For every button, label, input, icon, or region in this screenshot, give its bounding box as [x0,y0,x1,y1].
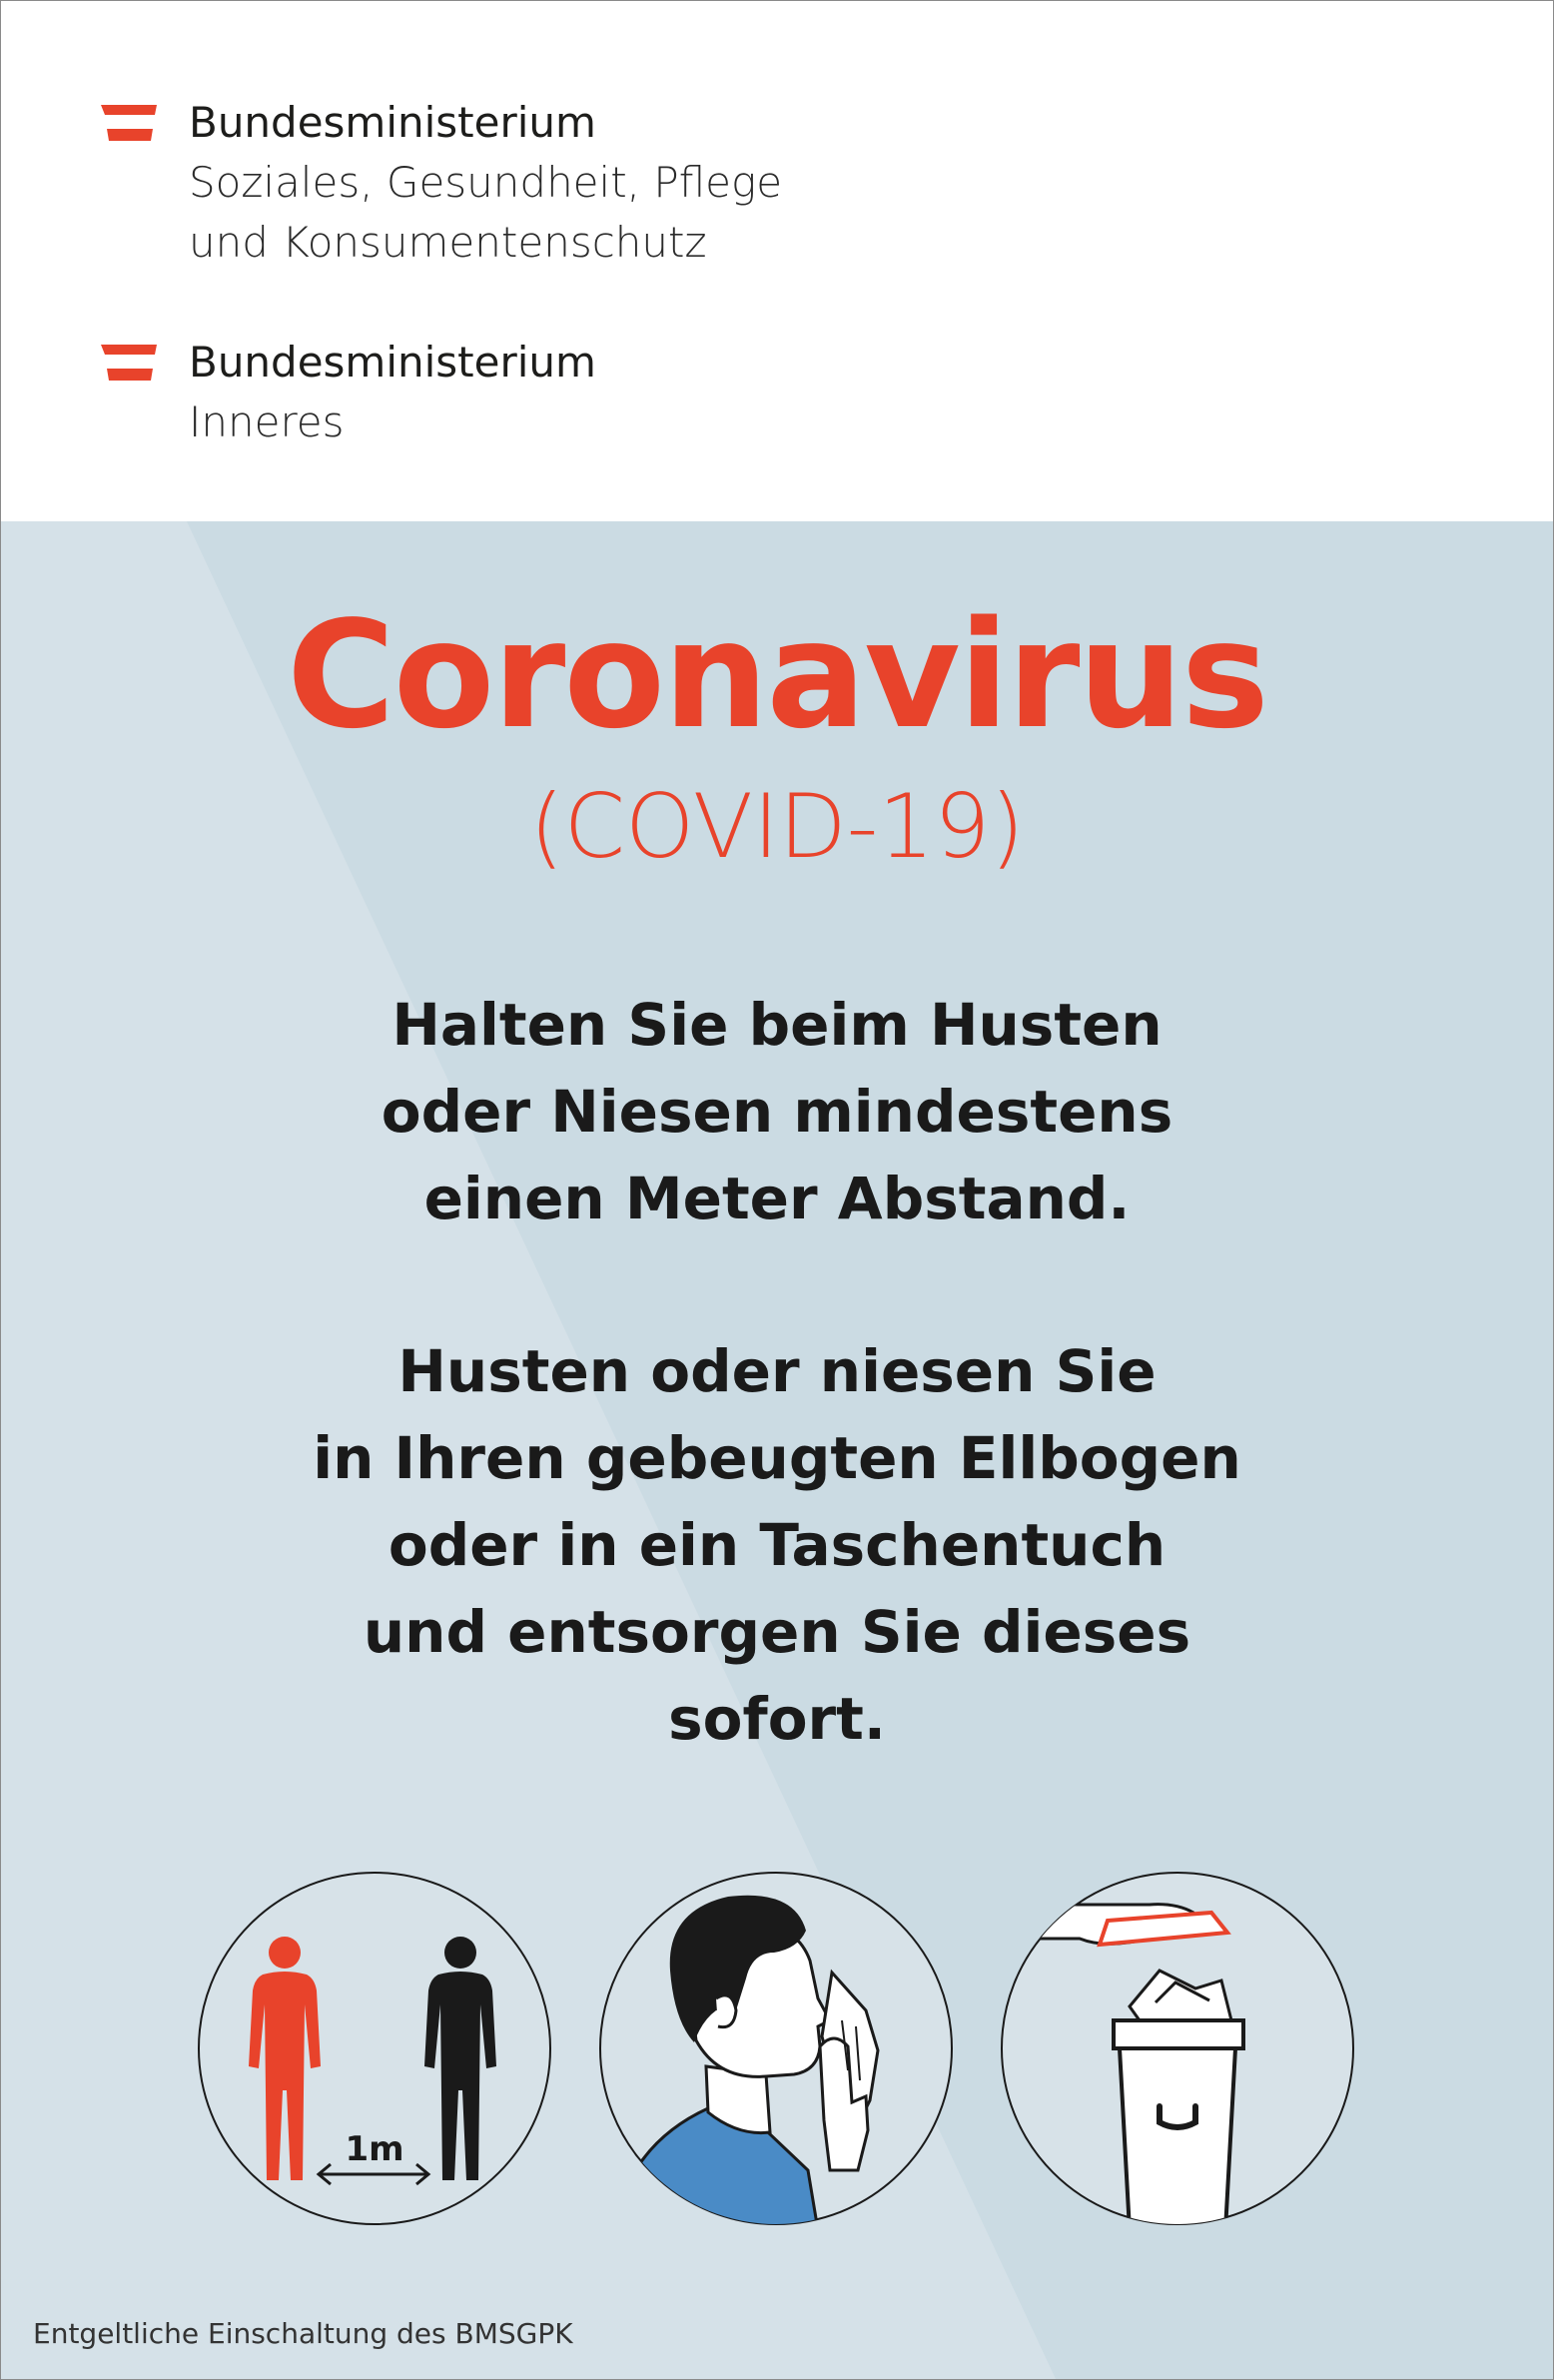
instruction-line: sofort. [668,1685,886,1753]
austria-flag-icon [101,105,157,141]
distance-label: 1m [345,2129,404,2169]
ministry-department: und Konsumentenschutz [189,218,707,267]
instruction-line: und entsorgen Sie dieses [363,1598,1191,1666]
instruction-line: einen Meter Abstand. [423,1165,1131,1232]
header [1,1,1553,521]
instruction-cough [1,1328,1553,1763]
tissue-icon [598,1871,954,2226]
page-subtitle: (COVID-19) [529,775,1025,878]
ministry-name: Bundesministerium [189,98,596,147]
instruction-line: Halten Sie beim Husten [391,991,1163,1059]
footer-note: Entgeltliche Einschaltung des BMSGPK [33,2317,573,2350]
ministry-text [189,93,1088,273]
instruction-line: oder Niesen mindestens [381,1078,1173,1146]
page-title: Coronavirus [287,589,1267,761]
instruction-line: oder in ein Taschentuch [388,1511,1166,1579]
instruction-distance [1,982,1553,1242]
distance-icon [197,1871,552,2226]
ministry-department: Inneres [189,397,345,446]
bin-icon [1000,1871,1355,2226]
instruction-line: in Ihren gebeugten Ellbogen [313,1424,1241,1492]
ministry-text [189,333,1088,452]
instruction-line: Husten oder niesen Sie [397,1337,1157,1405]
austria-flag-icon [101,345,157,381]
ministry-name: Bundesministerium [189,338,596,387]
ministry-department: Soziales, Gesundheit, Pflege [189,158,783,207]
